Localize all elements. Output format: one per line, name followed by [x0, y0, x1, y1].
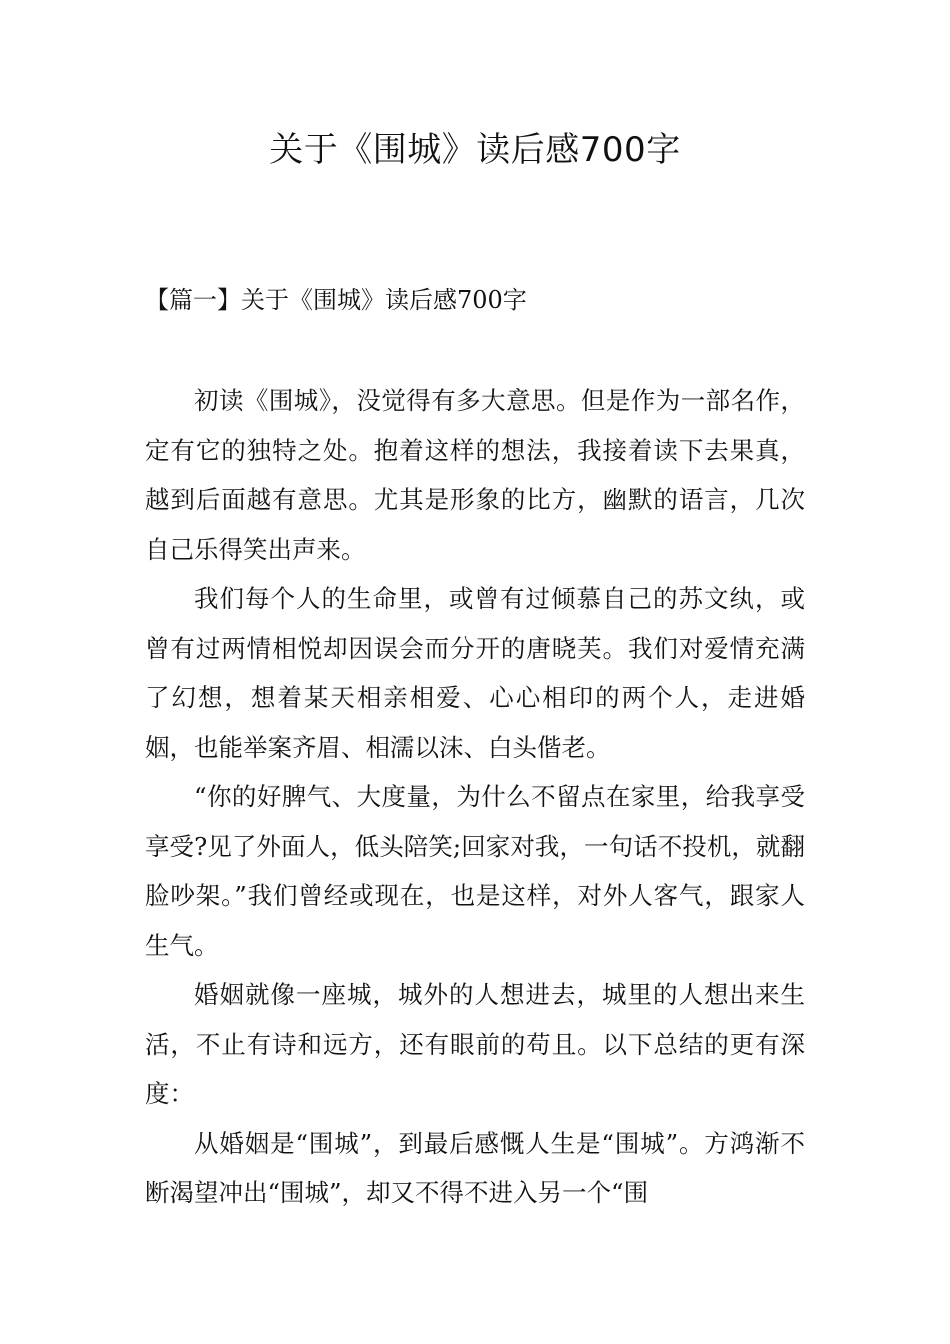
body-text	[145, 376, 805, 1218]
paragraph-1: 初读《围城》，没觉得有多大意思。但是作为一部名作，定有它的独特之处。抱着这样的想法，我接着读下去果真，越到后面越有意思。尤其是形象的比方，幽默的语言，几次自己乐得笑出声来。	[145, 386, 805, 564]
section-heading: 【篇一】关于《围城》读后感700字	[145, 286, 527, 314]
paragraph-4: 婚姻就像一座城，城外的人想进去，城里的人想出来生活，不止有诗和远方，还有眼前的苟且。以下总结的更有深度：	[145, 980, 805, 1108]
paragraph-3: “你的好脾气、大度量，为什么不留点在家里，给我享受享受?见了外面人，低头陪笑;回家对我，一句话不投机，就翻脸吵架。”我们曾经或现在，也是这样，对外人客气，跟家人生气。	[145, 782, 805, 960]
document-title: 关于《围城》读后感700字	[269, 130, 681, 170]
paragraph-5: 从婚姻是“围城”，到最后感慨人生是“围城”。方鸿渐不断渴望冲出“围城”，却又不得不进入另一个“围	[145, 1128, 805, 1207]
paragraph-2: 我们每个人的生命里，或曾有过倾慕自己的苏文纨，或曾有过两情相悦却因误会而分开的唐晓芙。我们对爱情充满了幻想，想着某天相亲相爱、心心相印的两个人，走进婚姻，也能举案齐眉、相濡以沫、白头偕老。	[145, 584, 805, 762]
